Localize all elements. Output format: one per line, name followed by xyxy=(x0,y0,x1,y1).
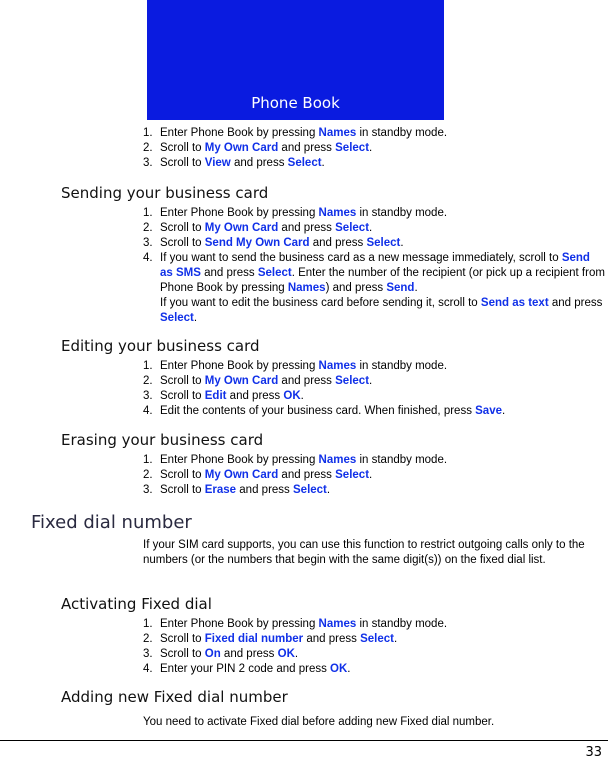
step-item xyxy=(143,453,605,468)
step-text: Scroll to xyxy=(160,484,205,496)
ui-keyword: Names xyxy=(318,360,357,372)
step-text: Scroll to xyxy=(160,390,205,402)
step-item xyxy=(143,617,605,632)
step-text: . xyxy=(414,282,418,294)
step-text: . xyxy=(321,157,325,169)
ui-keyword: Names xyxy=(287,282,326,294)
step-text: If you want to edit the business card before sending it, scroll to xyxy=(160,297,481,309)
step-text: and press xyxy=(236,484,293,496)
step-text: and press xyxy=(278,469,336,481)
step-number: 3. xyxy=(143,390,153,402)
step-number: 4. xyxy=(143,663,153,675)
steps-list xyxy=(143,359,605,419)
sending-note xyxy=(143,296,605,326)
step-item xyxy=(143,374,605,389)
step-text: . xyxy=(393,633,398,645)
step-text: and press xyxy=(303,633,361,645)
step-number: 3. xyxy=(143,157,153,169)
step-number: 2. xyxy=(143,375,153,387)
step-text: in standby mode. xyxy=(356,360,448,372)
phone-book-screen-image xyxy=(147,0,444,120)
footer-divider xyxy=(0,740,608,741)
step-item xyxy=(143,359,605,374)
step-text: and press xyxy=(309,237,367,249)
step-item xyxy=(143,389,605,404)
ui-keyword: On xyxy=(204,648,221,660)
step-text: Edit the contents of your business card. When finished, press xyxy=(160,405,476,417)
step-item xyxy=(143,468,605,483)
ui-keyword: Select xyxy=(335,469,370,481)
page-number: 33 xyxy=(585,745,602,760)
heading-editing-card: Editing your business card xyxy=(61,337,260,355)
steps-list xyxy=(143,206,605,296)
step-number: 3. xyxy=(143,648,153,660)
ui-keyword: Send xyxy=(386,282,415,294)
ui-keyword: Select xyxy=(360,633,394,645)
step-item xyxy=(143,404,605,419)
ui-keyword: My Own Card xyxy=(204,142,279,154)
section-title-fixed-dial: Fixed dial number xyxy=(31,512,192,533)
ui-keyword: Names xyxy=(318,618,357,630)
ui-keyword: Erase xyxy=(204,484,237,496)
ui-keyword: Save xyxy=(475,405,502,417)
heading-erasing-card: Erasing your business card xyxy=(61,431,264,449)
step-text: . xyxy=(294,648,299,660)
ui-keyword: Select xyxy=(335,222,370,234)
step-item xyxy=(143,632,605,647)
adding-note-text: You need to activate Fixed dial before adding new Fixed dial number. xyxy=(143,716,495,728)
step-text: . xyxy=(400,237,404,249)
step-text: and press xyxy=(220,648,278,660)
step-item xyxy=(143,156,605,171)
step-text: If you want to send the business card as a new message immediately, scroll to xyxy=(160,252,562,264)
view-card-steps xyxy=(143,126,605,171)
steps-list xyxy=(143,617,605,677)
step-number: 4. xyxy=(143,252,153,264)
ui-keyword: OK xyxy=(283,390,301,402)
erasing-card-steps xyxy=(143,453,605,498)
step-text: Enter Phone Book by pressing xyxy=(160,618,319,630)
ui-keyword: Names xyxy=(318,207,357,219)
step-text: Scroll to xyxy=(160,237,205,249)
step-text: Enter Phone Book by pressing xyxy=(160,127,319,139)
ui-keyword: View xyxy=(204,157,231,169)
activating-steps xyxy=(143,617,605,677)
ui-keyword: Select xyxy=(293,484,327,496)
ui-keyword: Edit xyxy=(204,390,227,402)
step-number: 3. xyxy=(143,237,153,249)
fixed-dial-intro xyxy=(143,538,605,568)
step-item xyxy=(143,647,605,662)
step-text: . xyxy=(369,222,373,234)
ui-keyword: Send as SMS xyxy=(160,252,590,279)
step-item xyxy=(143,141,605,156)
ui-keyword: Select xyxy=(335,375,370,387)
step-item xyxy=(143,221,605,236)
step-text: in standby mode. xyxy=(356,454,448,466)
step-text: . xyxy=(369,469,373,481)
ui-keyword: My Own Card xyxy=(204,469,279,481)
step-text: and press xyxy=(226,390,284,402)
step-number: 2. xyxy=(143,222,153,234)
step-number: 2. xyxy=(143,469,153,481)
ui-keyword: OK xyxy=(330,663,348,675)
step-text: . Enter the number of the recipient (or pick up a recipient from Phone Book by pressing xyxy=(160,267,605,294)
step-text: . xyxy=(193,312,198,324)
step-item xyxy=(143,483,605,498)
step-text: Scroll to xyxy=(160,648,205,660)
ui-keyword: Send My Own Card xyxy=(204,237,310,249)
step-item xyxy=(143,662,605,677)
step-item xyxy=(143,251,605,296)
ui-keyword: Fixed dial number xyxy=(204,633,304,645)
step-text: in standby mode. xyxy=(356,207,448,219)
step-text: Scroll to xyxy=(160,633,205,645)
steps-list xyxy=(143,126,605,171)
step-text: Enter Phone Book by pressing xyxy=(160,454,319,466)
sending-card-steps xyxy=(143,206,605,326)
heading-activating-fixed-dial: Activating Fixed dial xyxy=(61,595,212,613)
step-number: 1. xyxy=(143,360,153,372)
step-number: 1. xyxy=(143,618,153,630)
step-text: and press xyxy=(278,222,336,234)
ui-keyword: Names xyxy=(318,127,357,139)
step-text: . xyxy=(369,375,373,387)
step-text: Enter Phone Book by pressing xyxy=(160,207,319,219)
step-text: Enter Phone Book by pressing xyxy=(160,360,319,372)
ui-keyword: My Own Card xyxy=(204,375,279,387)
step-number: 1. xyxy=(143,207,153,219)
step-text: in standby mode. xyxy=(356,127,448,139)
phone-book-screen-label: Phone Book xyxy=(251,94,340,112)
step-text: . xyxy=(347,663,351,675)
step-text: in standby mode. xyxy=(356,618,448,630)
step-text: and press xyxy=(548,297,603,309)
step-text: Scroll to xyxy=(160,222,205,234)
step-text: Scroll to xyxy=(160,375,205,387)
heading-sending-card: Sending your business card xyxy=(61,184,269,202)
ui-keyword: Send as text xyxy=(480,297,549,309)
step-number: 1. xyxy=(143,454,153,466)
step-text: and press xyxy=(230,157,288,169)
step-item xyxy=(143,236,605,251)
ui-keyword: OK xyxy=(277,648,295,660)
ui-keyword: Select xyxy=(335,142,370,154)
step-text: Scroll to xyxy=(160,142,205,154)
step-number: 1. xyxy=(143,127,153,139)
step-text: Scroll to xyxy=(160,469,205,481)
step-number: 4. xyxy=(143,405,153,417)
step-text: ) and press xyxy=(325,282,387,294)
step-item xyxy=(143,206,605,221)
step-text: Scroll to xyxy=(160,157,205,169)
ui-keyword: My Own Card xyxy=(204,222,279,234)
step-text: . xyxy=(502,405,506,417)
editing-card-steps xyxy=(143,359,605,419)
step-text: and press xyxy=(278,375,336,387)
heading-adding-fixed-dial: Adding new Fixed dial number xyxy=(61,688,288,706)
step-number: 2. xyxy=(143,142,153,154)
step-text: Enter your PIN 2 code and press xyxy=(160,663,331,675)
step-text: . xyxy=(326,484,331,496)
step-text: and press xyxy=(278,142,336,154)
ui-keyword: Select xyxy=(287,157,322,169)
step-text: and press xyxy=(200,267,258,279)
step-text: . xyxy=(369,142,373,154)
ui-keyword: Names xyxy=(318,454,357,466)
step-item xyxy=(143,126,605,141)
step-number: 2. xyxy=(143,633,153,645)
ui-keyword: Select xyxy=(257,267,292,279)
step-number: 3. xyxy=(143,484,153,496)
adding-note xyxy=(143,715,605,730)
ui-keyword: Select xyxy=(160,312,194,324)
step-text: . xyxy=(300,390,304,402)
steps-list xyxy=(143,453,605,498)
ui-keyword: Select xyxy=(366,237,401,249)
fixed-dial-intro-text: If your SIM card supports, you can use this function to restrict outgoing calls only to the numbers (or the numbers that begin with the same digit(s)) on the fixed dial list. xyxy=(143,539,585,566)
